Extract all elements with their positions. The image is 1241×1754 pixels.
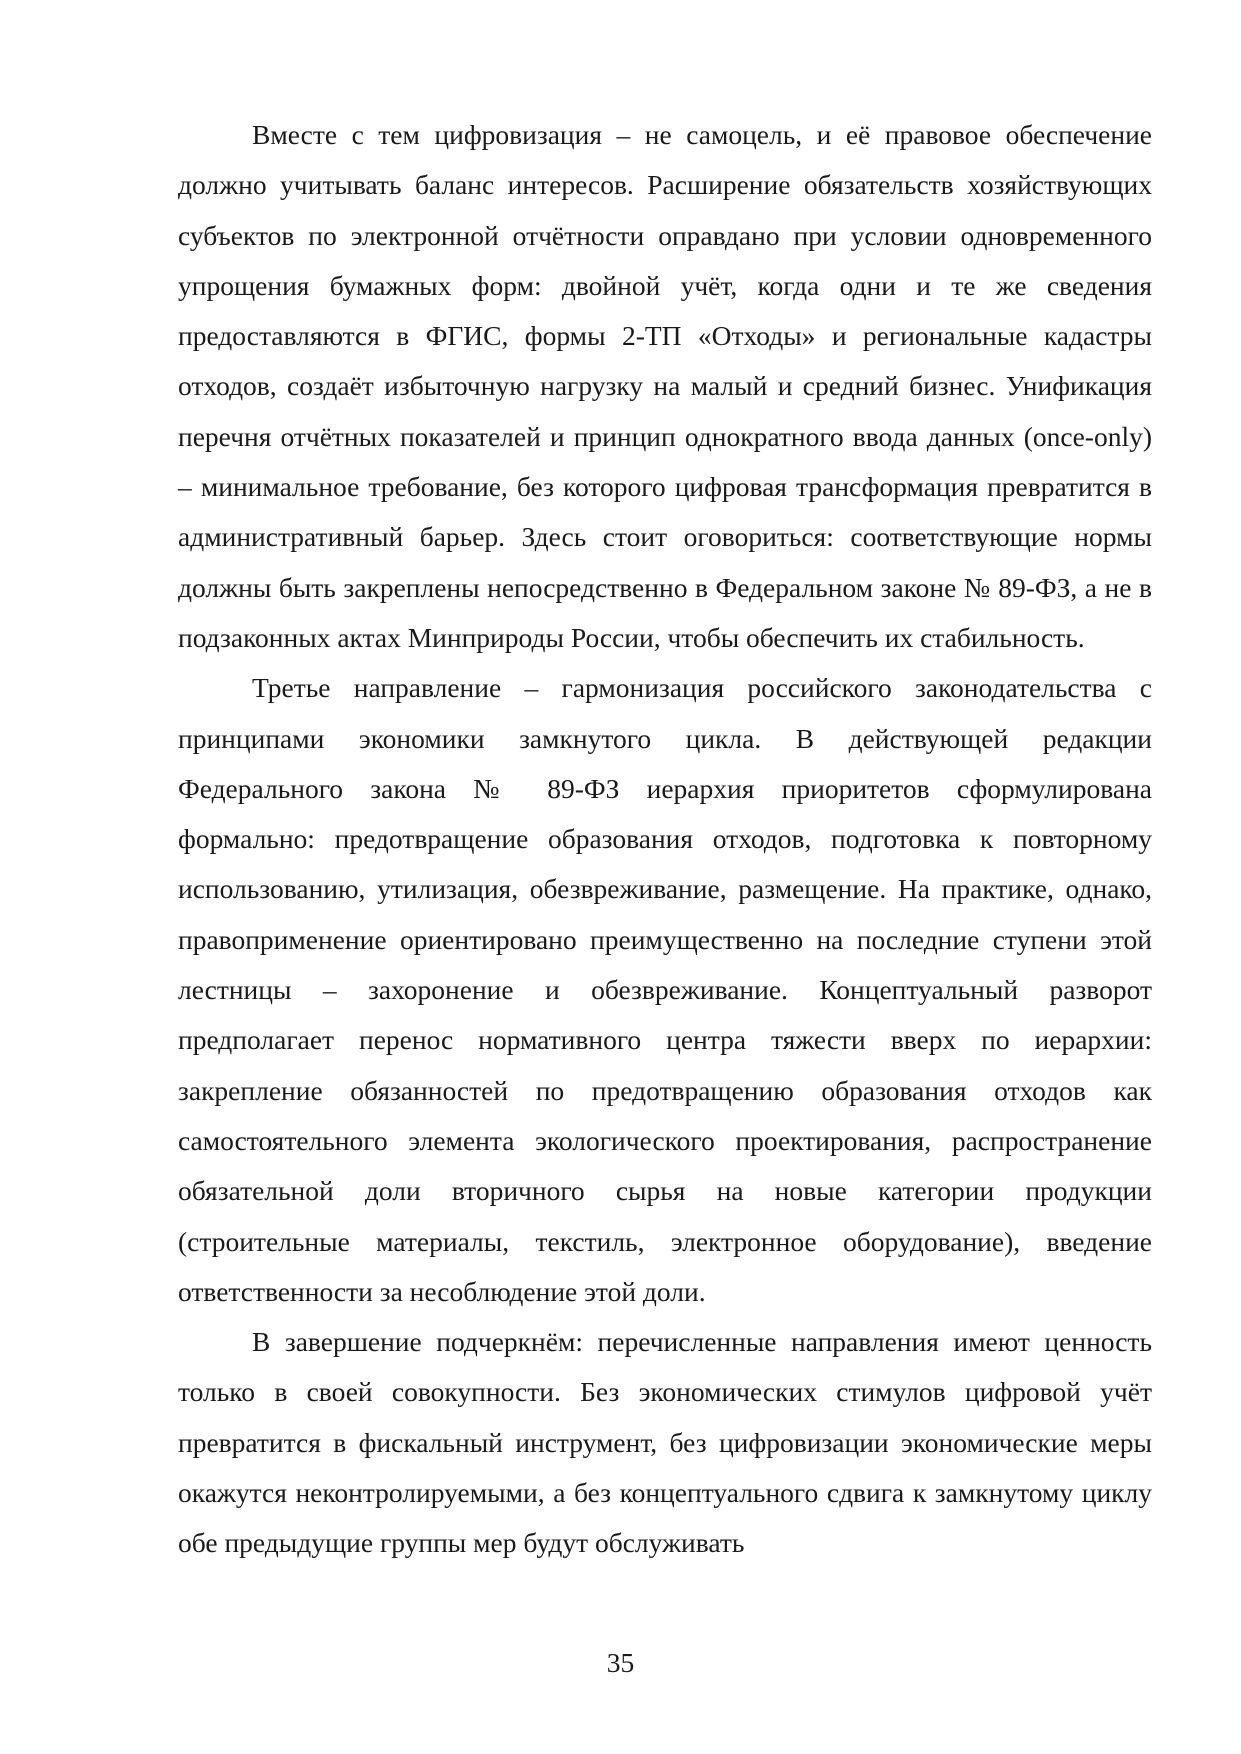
text-body [178, 110, 1152, 1569]
paragraph-digitalization: Вместе с тем цифровизация – не самоцель, и её правовое обеспечение должно учитывать баланс интересов. Расширение обязательств хозяйствующих субъектов по электронной отчётности оправдано при условии одновременного упрощения бумажных форм: двойной учёт, когда одни и те же сведения предоставляются в ФГИС, формы 2-ТП «Отходы» и региональные кадастры отходов, создаёт избыточную нагрузку на малый и средний бизнес. Унификация перечня отчётных показателей и принцип однократного ввода данных (once-only) – минимальное требование, без которого цифровая трансформация превратится в административный барьер. Здесь стоит оговориться: соответствующие нормы должны быть закреплены непосредственно в Федеральном законе № 89-ФЗ, а не в подзаконных актах Минприроды России, чтобы обеспечить их стабильность. [178, 119, 1152, 653]
paragraph-circular-economy: Третье направление – гармонизация российского законодательства с принципами экономики замкнутого цикла. В действующей редакции Федерального закона № 89-ФЗ иерархия приоритетов сформулирована формально: предотвращение образования отходов, подготовка к повторному использованию, утилизация, обезвреживание, размещение. На практике, однако, правоприменение ориентировано преимущественно на последние ступени этой лестницы – захоронение и обезвреживание. Концептуальный разворот предполагает перенос нормативного центра тяжести вверх по иерархии: закрепление обязанностей по предотвращению образования отходов как самостоятельного элемента экологического проектирования, распространение обязательной доли вторичного сырья на новые категории продукции (строительные материалы, текстиль, электронное оборудование), введение ответственности за несоблюдение этой доли. [178, 672, 1152, 1307]
page-number: 35 [606, 1647, 635, 1678]
paragraph-conclusion: В завершение подчеркнём: перечисленные направления имеют ценность только в своей совокупности. Без экономических стимулов цифровой учёт превратится в фискальный инструмент, без цифровизации экономические меры окажутся неконтролируемыми, а без концептуального сдвига к замкнутому циклу обе предыдущие группы мер будут обслуживать [178, 1326, 1152, 1559]
